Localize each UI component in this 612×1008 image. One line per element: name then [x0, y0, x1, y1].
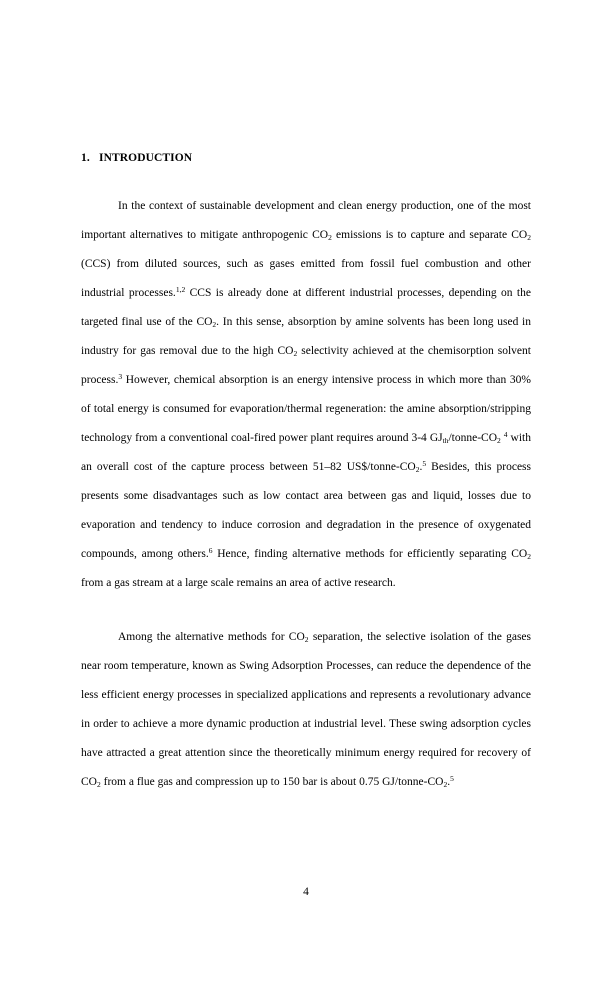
- text-segment: Among the alternative methods for CO: [118, 631, 305, 643]
- text-segment: However, chemical absorption is an energy intensive process in which more than 30% of total energy is consumed for evaporation/thermal regeneration: the amine absorption/stripping technology from a conventional coal-fired power plant requires around 3-4 GJ: [81, 374, 531, 444]
- subscript: 2: [304, 635, 309, 644]
- text-segment: from a flue gas and compression up to 150 bar is about 0.75 GJ/tonne-CO: [100, 776, 444, 788]
- text-segment: .: [419, 461, 423, 473]
- text-segment: (CCS) from diluted sources, such as gases emitted from fossil fuel combustion and other industrial processes.: [81, 258, 531, 299]
- text-segment: .: [447, 776, 451, 788]
- text-segment: selectivity achieved at the chemisorption solvent process.: [81, 345, 531, 386]
- text-segment: separation, the selective isolation of the gases near room temperature, known as Swing Adsorption Processes, can reduce the dependence of the less efficient energy processes in specialized applications and represents a revolutionary advance in order to achieve a more dynamic production at industrial level. These swing adsorption cycles have attracted a great attention since the theoretically minimum energy required for recovery of CO: [81, 631, 532, 788]
- subscript: 2: [293, 349, 298, 358]
- citation: 1,2: [175, 285, 186, 294]
- text-segment: Besides, this process presents some disadvantages such as low contact area between gas and liquid, losses due to evaporation and tendency to induce corrosion and degradation in the presence of oxygenated compounds, among others.: [81, 461, 531, 560]
- section-heading: [81, 152, 192, 164]
- text-segment: /tonne-CO: [448, 432, 498, 444]
- text-segment: from a gas stream at a large scale remains an area of active research.: [81, 577, 396, 589]
- page-number: 4: [303, 886, 309, 898]
- subscript: 2: [328, 233, 332, 242]
- subscript: 2: [527, 233, 531, 242]
- text-segment: . In this sense, absorption by amine solvents has been long used in industry for gas removal due to the high CO: [81, 316, 531, 357]
- citation: 3: [118, 372, 123, 381]
- text-segment: with an overall cost of the capture process between 51–82 US$/tonne-CO: [81, 432, 531, 473]
- citation: 5: [422, 459, 427, 468]
- text-segment: Hence, finding alternative methods for efficiently separating CO: [212, 548, 528, 560]
- subscript: 2: [497, 436, 501, 445]
- section-number: 1.: [81, 152, 90, 164]
- citation: 4: [503, 430, 508, 439]
- subscript: 2: [212, 320, 217, 329]
- subscript: th: [442, 436, 449, 445]
- subscript: 2: [527, 552, 531, 561]
- text-segment: In the context of sustainable development and clean energy production, one of the most important alternatives to mitigate anthropogenic CO: [81, 200, 531, 241]
- text-segment: CCS is already done at different industrial processes, depending on the targeted final use of the CO: [81, 287, 531, 328]
- subscript: 2: [415, 465, 420, 474]
- citation: 6: [208, 546, 213, 555]
- subscript: 2: [96, 780, 101, 789]
- section-title: INTRODUCTION: [99, 152, 193, 164]
- citation: 5: [450, 774, 454, 783]
- paragraph-1: [81, 192, 531, 598]
- paragraph-2: [81, 623, 531, 797]
- subscript: 2: [443, 780, 448, 789]
- text-segment: emissions is to capture and separate CO: [331, 229, 528, 241]
